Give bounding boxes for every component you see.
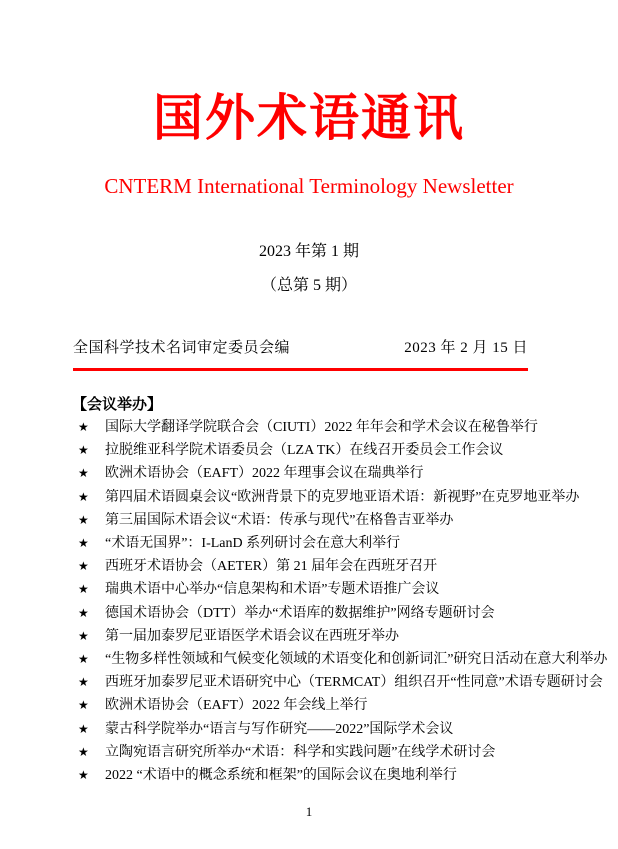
star-bullet-icon: ★ [78, 768, 89, 783]
star-bullet-icon: ★ [78, 512, 89, 527]
publish-date: 2023 年 2 月 15 日 [404, 340, 528, 356]
star-bullet-icon: ★ [78, 698, 89, 713]
star-bullet-icon: ★ [78, 489, 89, 504]
star-bullet-icon: ★ [78, 466, 89, 481]
list-item-text: 西班牙加泰罗尼亚术语研究中心（TERMCAT）组织召开“性同意”术语专题研讨会 [105, 675, 603, 691]
editor-name: 全国科学技术名词审定委员会编 [73, 340, 291, 356]
star-bullet-icon: ★ [78, 744, 89, 759]
list-item [0, 694, 555, 717]
list-item-text: “生物多样性领域和气候变化领域的术语变化和创新词汇”研究日活动在意大利举办 [105, 652, 608, 668]
star-bullet-icon: ★ [78, 628, 89, 643]
star-bullet-icon: ★ [78, 443, 89, 458]
list-item [0, 671, 603, 694]
list-item [0, 648, 608, 671]
list-item [0, 555, 555, 578]
list-item [0, 741, 555, 764]
star-bullet-icon: ★ [78, 605, 89, 620]
list-item [0, 416, 555, 439]
list-item-text: 德国术语协会（DTT）举办“术语库的数据维护”网络专题研讨会 [105, 605, 495, 621]
list-item-text: 蒙古科学院举办“语言与写作研究——2022”国际学术会议 [105, 721, 454, 737]
star-bullet-icon: ★ [78, 536, 89, 551]
newsletter-title: 国外术语通讯 [153, 90, 465, 146]
section-header-conferences: 【会议举办】 [72, 397, 163, 413]
list-item [0, 462, 555, 485]
newsletter-subtitle-en: CNTERM International Terminology Newsletter [104, 174, 514, 198]
list-item-text: 第三届国际术语会议“术语：传承与现代”在格鲁吉亚举办 [105, 512, 454, 528]
star-bullet-icon: ★ [78, 652, 89, 667]
list-item-text: 第一届加泰罗尼亚语医学术语会议在西班牙举办 [105, 628, 399, 644]
list-item-text: 2022 “术语中的概念系统和框架”的国际会议在奥地利举行 [105, 768, 457, 784]
star-bullet-icon: ★ [78, 559, 89, 574]
list-item-text: 欧洲术语协会（EAFT）2022 年会线上举行 [105, 698, 368, 714]
star-bullet-icon: ★ [78, 420, 89, 434]
star-bullet-icon: ★ [78, 675, 89, 690]
list-item [0, 532, 555, 555]
list-item [0, 764, 555, 787]
conference-list [0, 416, 608, 787]
list-item-text: 西班牙术语协会（AETER）第 21 届年会在西班牙召开 [105, 559, 438, 575]
list-item-text: 第四届术语圆桌会议“欧洲背景下的克罗地亚语术语：新视野”在克罗地亚举办 [105, 489, 580, 505]
star-bullet-icon: ★ [78, 582, 89, 597]
list-item-text: 立陶宛语言研究所举办“术语：科学和实践问题”在线学术研讨会 [105, 744, 496, 760]
list-item [0, 602, 555, 625]
page-number: 1 [305, 804, 313, 819]
list-item [0, 625, 555, 648]
list-item [0, 486, 580, 509]
issue-line: 2023 年第 1 期 [258, 243, 359, 260]
list-item [0, 509, 555, 532]
list-item-text: “术语无国界”：I-LanD 系列研讨会在意大利举行 [105, 536, 401, 552]
list-item [0, 578, 555, 601]
list-item-text: 欧洲术语协会（EAFT）2022 年理事会议在瑞典举行 [105, 466, 424, 482]
list-item [0, 439, 555, 462]
list-item-text: 瑞典术语中心举办“信息架构和术语”专题术语推广会议 [105, 582, 440, 598]
star-bullet-icon: ★ [78, 721, 89, 736]
list-item [0, 718, 555, 741]
red-divider-rule [73, 368, 528, 371]
list-item-text: 拉脱维亚科学院术语委员会（LZA TK）在线召开委员会工作会议 [105, 443, 504, 459]
list-item-text: 国际大学翻译学院联合会（CIUTI）2022 年年会和学术会议在秘鲁举行 [105, 420, 538, 435]
volume-line: （总第 5 期） [260, 277, 357, 294]
editor-row [73, 339, 528, 358]
